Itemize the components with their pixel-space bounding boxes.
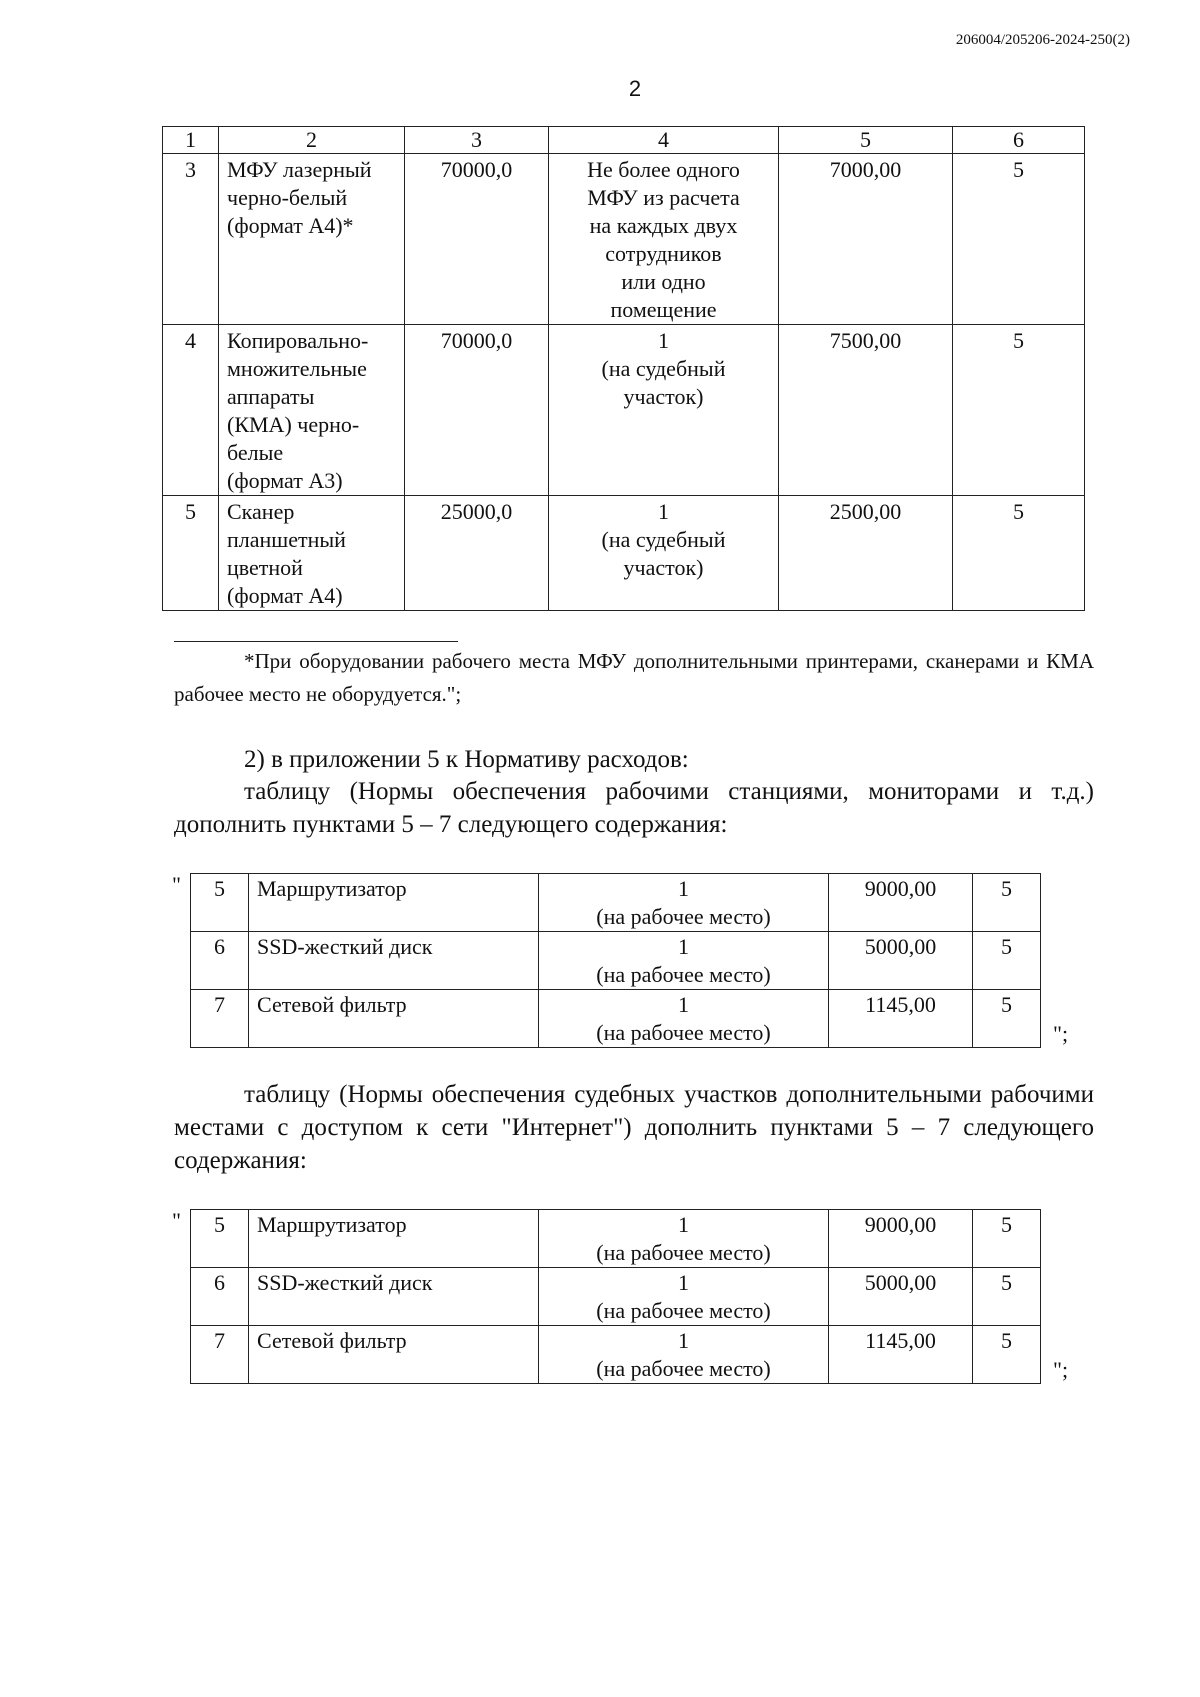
table-row <box>191 874 1041 932</box>
table-row <box>163 154 1085 325</box>
row-number: 5 <box>191 874 249 932</box>
row-number: 6 <box>191 1268 249 1326</box>
item-quantity <box>549 325 779 496</box>
column-number: 3 <box>405 127 549 154</box>
list-item-2 <box>174 743 1094 776</box>
footnote-text: *При оборудовании рабочего места МФУ дополнительными принтерами, сканерами и КМА рабочее место не оборудуется."; <box>174 649 1094 706</box>
item-name: Маршрутизатор <box>249 1210 539 1268</box>
item-quantity-text: 1 (на рабочее место) <box>596 1270 771 1323</box>
item-name: SSD-жесткий диск <box>249 1268 539 1326</box>
row-number: 7 <box>191 1326 249 1384</box>
item-quantity-text: 1 (на рабочее место) <box>596 1328 771 1381</box>
item-quantity-text: Не более одного МФУ из расчета на каждых двух сотрудников или одно помещение <box>587 157 740 322</box>
item-name: Сетевой фильтр <box>249 990 539 1048</box>
item-quantity-text: 1 (на рабочее место) <box>596 992 771 1045</box>
item-quantity <box>539 1210 829 1268</box>
column-number: 6 <box>953 127 1085 154</box>
list-item-2-text: 2) в приложении 5 к Нормативу расходов: <box>244 746 689 773</box>
document-number: 206004/205206-2024-250(2) <box>955 32 1130 48</box>
item-name: SSD-жесткий диск <box>249 932 539 990</box>
item-years: 5 <box>973 990 1041 1048</box>
item-name: Сетевой фильтр <box>249 1326 539 1384</box>
table-row <box>191 1210 1041 1268</box>
item-cost: 7500,00 <box>779 325 953 496</box>
item-quantity <box>539 1268 829 1326</box>
item-quantity <box>549 154 779 325</box>
column-number: 4 <box>549 127 779 154</box>
item-cost: 5000,00 <box>829 1268 973 1326</box>
item-name-text: Сканер планшетный цветной (формат А4) <box>227 499 346 608</box>
item-cost: 7000,00 <box>779 154 953 325</box>
row-number: 7 <box>191 990 249 1048</box>
item-years: 5 <box>973 1326 1041 1384</box>
table-row <box>191 1268 1041 1326</box>
item-quantity <box>539 1326 829 1384</box>
item-quantity-text: 1 (на рабочее место) <box>596 876 771 929</box>
item-quantity <box>539 932 829 990</box>
table-row <box>163 496 1085 611</box>
item-years: 5 <box>973 1210 1041 1268</box>
table-row <box>191 990 1041 1048</box>
item-quantity-text: 1 (на судебный участок) <box>601 328 726 409</box>
item-name <box>219 496 405 611</box>
internet-workplaces-table <box>190 1209 1041 1384</box>
item-cost: 9000,00 <box>829 874 973 932</box>
item-cost: 1145,00 <box>829 990 973 1048</box>
column-number: 2 <box>219 127 405 154</box>
close-quote: "; <box>1053 1021 1069 1046</box>
workstations-table <box>190 873 1041 1048</box>
equipment-table <box>162 126 1085 611</box>
item-cost: 2500,00 <box>779 496 953 611</box>
item-cost: 5000,00 <box>829 932 973 990</box>
item-price: 70000,0 <box>405 154 549 325</box>
item-name: Маршрутизатор <box>249 874 539 932</box>
paragraph-internet-workplaces-text: таблицу (Нормы обеспечения судебных участков дополнительными рабочими местами с доступом к сети "Интернет") дополнить пунктами 5 – 7 следующего содержания: <box>174 1081 1094 1174</box>
row-number: 5 <box>191 1210 249 1268</box>
item-quantity-text: 1 (на рабочее место) <box>596 934 771 987</box>
item-quantity <box>539 990 829 1048</box>
item-cost: 1145,00 <box>829 1326 973 1384</box>
row-number: 5 <box>163 496 219 611</box>
item-quantity-text: 1 (на рабочее место) <box>596 1212 771 1265</box>
column-number: 1 <box>163 127 219 154</box>
paragraph-workstations <box>174 775 1094 841</box>
table-row <box>163 325 1085 496</box>
item-price: 25000,0 <box>405 496 549 611</box>
open-quote: " <box>172 872 181 897</box>
footnote-divider <box>174 641 458 642</box>
item-price: 70000,0 <box>405 325 549 496</box>
item-quantity <box>539 874 829 932</box>
item-name-text: Копировально- множительные аппараты (КМА) черно- белые (формат А3) <box>227 328 369 493</box>
column-number: 5 <box>779 127 953 154</box>
column-number-row <box>163 127 1085 154</box>
table-row <box>191 932 1041 990</box>
item-years: 5 <box>973 1268 1041 1326</box>
item-years: 5 <box>953 325 1085 496</box>
row-number: 3 <box>163 154 219 325</box>
item-quantity <box>549 496 779 611</box>
close-quote: "; <box>1053 1357 1069 1382</box>
page-number: 2 <box>628 76 642 101</box>
item-name <box>219 154 405 325</box>
item-years: 5 <box>973 932 1041 990</box>
open-quote: " <box>172 1208 181 1233</box>
item-years: 5 <box>953 496 1085 611</box>
item-name-text: МФУ лазерный черно-белый (формат А4)* <box>227 157 372 238</box>
item-cost: 9000,00 <box>829 1210 973 1268</box>
row-number: 6 <box>191 932 249 990</box>
item-years: 5 <box>953 154 1085 325</box>
table-row <box>191 1326 1041 1384</box>
item-years: 5 <box>973 874 1041 932</box>
paragraph-workstations-text: таблицу (Нормы обеспечения рабочими станциями, мониторами и т.д.) дополнить пунктами 5 – 7 следующего содержания: <box>174 778 1094 838</box>
footnote <box>174 645 1094 711</box>
item-quantity-text: 1 (на судебный участок) <box>601 499 726 580</box>
paragraph-internet-workplaces <box>174 1078 1094 1177</box>
row-number: 4 <box>163 325 219 496</box>
item-name <box>219 325 405 496</box>
